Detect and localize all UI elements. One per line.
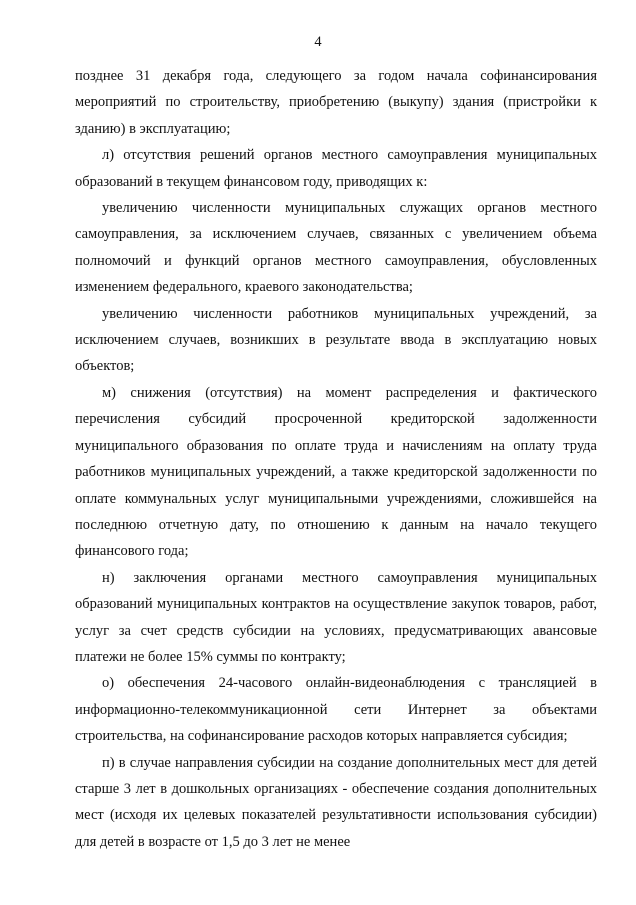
paragraph-item-l-workers: увеличению численности работников муниципальных учреждений, за исключением случаев, возникших в результате ввода в эксплуатацию новых объектов; bbox=[75, 305, 597, 375]
document-body bbox=[75, 63, 597, 855]
paragraph-item-p: п) в случае направления субсидии на создание дополнительных мест для детей старше 3 лет в дошкольных организациях - обеспечение создания дополнительных мест (исходя их целевых показателей результативности использования субсидии) для детей в возрасте от 1,5 до 3 лет не менее bbox=[75, 754, 597, 850]
paragraph-item-n: н) заключения органами местного самоуправления муниципальных образований муниципальных контрактов на осуществление закупок товаров, работ, услуг за счет средств субсидии на условиях, предусматривающих авансовые платежи не более 15% суммы по контракту; bbox=[75, 569, 597, 665]
paragraph-continuation: позднее 31 декабря года, следующего за годом начала софинансирования мероприятий по строительству, приобретению (выкупу) здания (пристройки к зданию) в эксплуатацию; bbox=[75, 68, 597, 137]
paragraph-item-l: л) отсутствия решений органов местного самоуправления муниципальных образований в текущем финансовом году, приводящих к: bbox=[75, 147, 597, 190]
paragraph-item-l-staff: увеличению численности муниципальных служащих органов местного самоуправления, за исключением случаев, связанных с увеличением объема полномочий и функций органов местного самоуправления, обусловленных изменением федерального, краевого законодательства; bbox=[75, 200, 597, 296]
paragraph-item-m: м) снижения (отсутствия) на момент распределения и фактического перечисления субсидий просроченной кредиторской задолженности муниципального образования по оплате труда и начислениям на оплату труда работников муниципальных учреждений, а также кредиторской задолженности по оплате коммунальных услуг муниципальными учреждениями, сложившейся на последнюю отчетную дату, по отношению к данным на начало текущего финансового года; bbox=[75, 384, 597, 560]
paragraph-item-o: о) обеспечения 24-часового онлайн-видеонаблюдения с трансляцией в информационно-телекоммуникационной сети Интернет за объектами строительства, на софинансирование расходов которых направляется субсидия; bbox=[75, 675, 597, 745]
page-number: 4 bbox=[314, 34, 322, 50]
